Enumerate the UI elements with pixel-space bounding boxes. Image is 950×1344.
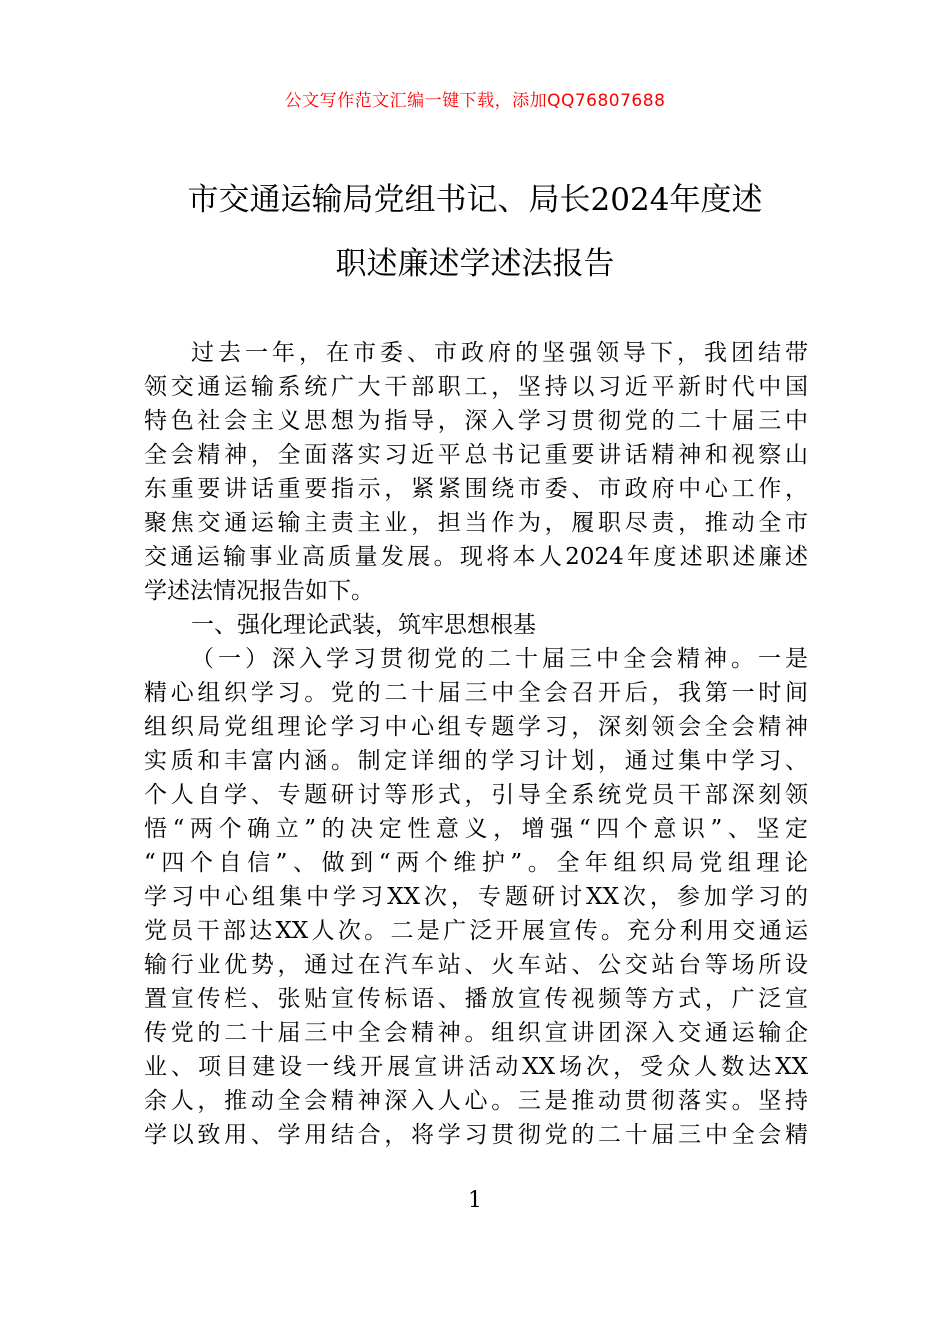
title-line-1: 市交通运输局党组书记、局长2024年度述 xyxy=(187,182,763,218)
page-number: 1 xyxy=(468,1188,482,1213)
report-body xyxy=(144,336,808,1152)
body-line: 余人，推动全会精神深入人心。三是推动贯彻落实。坚持 xyxy=(144,1088,808,1114)
body-line: 悟“两个确立”的决定性意义，增强“四个意识”、坚定 xyxy=(144,816,808,842)
download-promo-note: 公文写作范文汇编一键下载，添加QQ76807688 xyxy=(284,91,666,111)
title-line-2: 职述廉述学述法报告 xyxy=(335,246,615,282)
document-title xyxy=(100,168,850,296)
body-line: 个人自学、专题研讨等形式，引导全系统党员干部深刻领 xyxy=(144,782,808,808)
body-line: 精心组织学习。党的二十届三中全会召开后，我第一时间 xyxy=(144,680,808,706)
body-line: （一）深入学习贯彻党的二十届三中全会精神。一是 xyxy=(191,646,808,672)
body-line: 学习中心组集中学习XX次，专题研讨XX次，参加学习的 xyxy=(144,884,808,910)
body-line: 过去一年，在市委、市政府的坚强领导下，我团结带 xyxy=(191,340,808,366)
body-line: 业、项目建设一线开展宣讲活动XX场次，受众人数达XX xyxy=(144,1054,808,1080)
body-line: 全会精神，全面落实习近平总书记重要讲话精神和视察山 xyxy=(144,442,808,468)
body-line: 特色社会主义思想为指导，深入学习贯彻党的二十届三中 xyxy=(144,408,808,434)
body-line: 党员干部达XX人次。二是广泛开展宣传。充分利用交通运 xyxy=(144,918,808,944)
body-line: 领交通运输系统广大干部职工，坚持以习近平新时代中国 xyxy=(144,374,808,400)
body-line: 实质和丰富内涵。制定详细的学习计划，通过集中学习、 xyxy=(144,748,808,774)
body-line: 学以致用、学用结合，将学习贯彻党的二十届三中全会精 xyxy=(144,1122,808,1148)
body-line: “四个自信”、做到“两个维护”。全年组织局党组理论 xyxy=(144,850,808,876)
body-line: 聚焦交通运输主责主业，担当作为，履职尽责，推动全市 xyxy=(144,510,808,536)
body-line: 传党的二十届三中全会精神。组织宣讲团深入交通运输企 xyxy=(144,1020,808,1046)
body-line: 组织局党组理论学习中心组专题学习，深刻领会全会精神 xyxy=(144,714,808,740)
body-line: 交通运输事业高质量发展。现将本人2024年度述职述廉述 xyxy=(144,544,808,570)
body-line: 输行业优势，通过在汽车站、火车站、公交站台等场所设 xyxy=(144,952,808,978)
body-line: 学述法情况报告如下。 xyxy=(144,578,374,604)
body-line: 东重要讲话重要指示，紧紧围绕市委、市政府中心工作， xyxy=(144,476,808,502)
section-heading: 一、强化理论武装，筑牢思想根基 xyxy=(191,612,536,638)
body-line: 置宣传栏、张贴宣传标语、播放宣传视频等方式，广泛宣 xyxy=(144,986,808,1012)
